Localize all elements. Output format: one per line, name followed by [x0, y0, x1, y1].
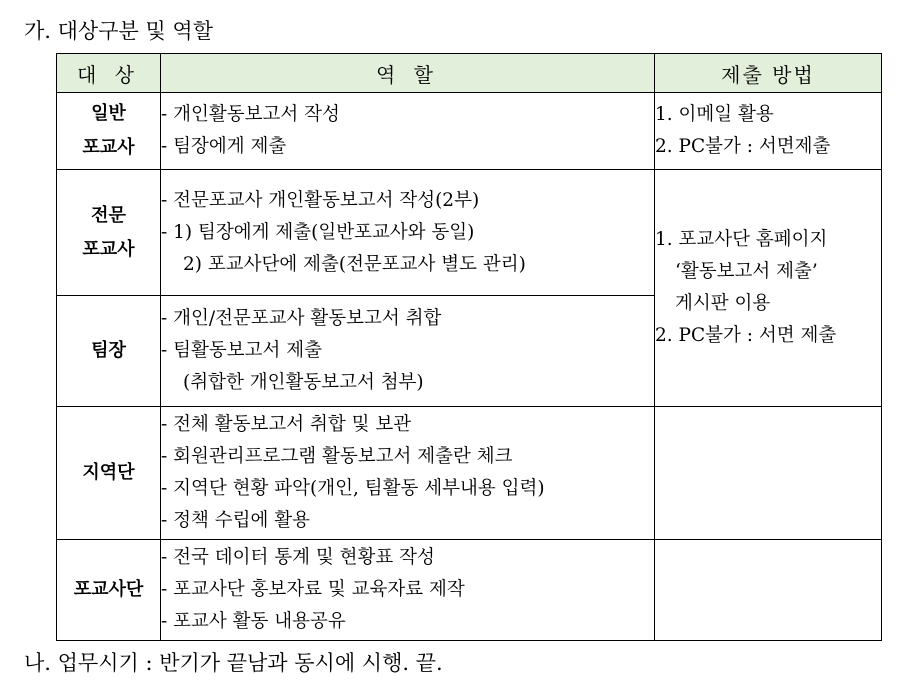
role-line: (취합한 개인활동보고서 첨부) — [183, 372, 424, 393]
method-line: 2. PC불가 : 서면 제출 — [655, 325, 837, 346]
role-cell — [161, 296, 655, 407]
target-line: 포교사단 — [73, 579, 144, 600]
role-cell — [161, 93, 655, 170]
footer-note: 나. 업무시기 : 반기가 끝남과 동시에 시행. 끝. — [24, 651, 443, 675]
role-line: - 전체 활동보고서 취합 및 보관 — [161, 414, 412, 435]
target-line: 팀장 — [91, 340, 126, 361]
role-cell — [161, 540, 655, 641]
role-cell — [161, 170, 655, 296]
role-line: 2) 포교사단에 제출(전문포교사 별도 관리) — [183, 253, 526, 275]
role-line: - 포교사단 홍보자료 및 교육자료 제작 — [161, 579, 465, 600]
role-line: - 포교사 활동 내용공유 — [161, 611, 346, 632]
role-line: - 지역단 현황 파악(개인, 팀활동 세부내용 입력) — [161, 478, 545, 499]
section-heading: 가. 대상구분 및 역할 — [24, 19, 213, 43]
role-cell — [161, 407, 655, 540]
role-line: - 1) 팀장에게 제출(일반포교사와 동일) — [161, 221, 475, 243]
table-header-row — [57, 54, 882, 93]
target-cell — [57, 540, 161, 641]
header-target: 대 상 — [57, 54, 161, 93]
method-line: 1. 이메일 활용 — [655, 104, 774, 125]
method-line: 2. PC불가 : 서면제출 — [655, 136, 831, 157]
target-line: 포교사 — [82, 137, 135, 158]
target-line: 포교사 — [82, 238, 135, 260]
method-cell — [655, 93, 882, 170]
role-line: - 전국 데이터 통계 및 현황표 작성 — [161, 547, 435, 568]
method-line: 1. 포교사단 홈페이지 — [655, 229, 828, 250]
role-line: - 회원관리프로그램 활동보고서 제출란 체크 — [161, 446, 513, 467]
role-line: - 전문포교사 개인활동보고서 작성(2부) — [161, 189, 480, 211]
target-line: 지역단 — [82, 462, 135, 483]
method-cell-empty — [655, 540, 882, 641]
target-cell — [57, 407, 161, 540]
header-role: 역 할 — [161, 54, 655, 93]
role-line: - 팀장에게 제출 — [161, 136, 287, 157]
target-line: 일반 — [91, 103, 126, 124]
method-cell-shared — [655, 170, 882, 407]
method-line: ‘활동보고서 제출’ — [675, 261, 818, 282]
role-line: - 개인/전문포교사 활동보고서 취합 — [161, 308, 442, 329]
target-cell — [57, 93, 161, 170]
table-row — [57, 540, 882, 641]
target-line: 전문 — [91, 204, 126, 226]
role-line: - 팀활동보고서 제출 — [161, 340, 322, 361]
table-row — [57, 407, 882, 540]
role-line: - 개인활동보고서 작성 — [161, 104, 340, 125]
method-cell-empty — [655, 407, 882, 540]
role-table — [56, 53, 882, 641]
role-line: - 정책 수립에 활용 — [161, 510, 310, 531]
target-cell — [57, 296, 161, 407]
header-method: 제출 방법 — [655, 54, 882, 93]
target-cell — [57, 170, 161, 296]
method-line: 게시판 이용 — [675, 293, 771, 314]
table-row — [57, 170, 882, 296]
table-row — [57, 93, 882, 170]
